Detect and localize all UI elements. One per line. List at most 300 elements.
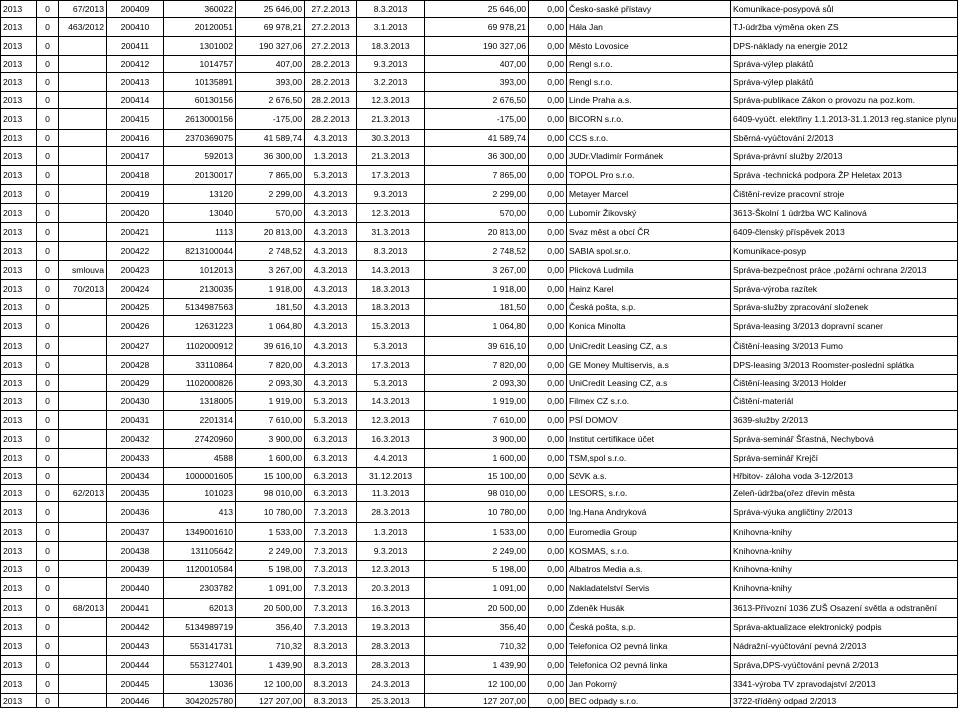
invoice-number-cell: 33110864 [164, 356, 236, 375]
contract-cell: 70/2013 [59, 280, 107, 299]
invoice-number-cell: 1000001605 [164, 468, 236, 485]
contract-cell [59, 578, 107, 599]
zero-cell: 0 [37, 656, 59, 675]
received-date-cell: 7.3.2013 [305, 523, 357, 542]
record-number-cell: 200432 [107, 430, 164, 449]
table-row [1, 56, 958, 73]
table-row [1, 599, 958, 618]
record-number-cell: 200440 [107, 578, 164, 599]
paid-amount-cell: 3 900,00 [425, 430, 529, 449]
remaining-cell: 0,00 [529, 109, 567, 130]
remaining-cell: 0,00 [529, 73, 567, 92]
year-cell: 2013 [1, 411, 37, 430]
supplier-cell: KOSMAS, s.r.o. [567, 542, 731, 561]
table-row [1, 356, 958, 375]
amount-cell: 710,32 [236, 637, 305, 656]
remaining-cell: 0,00 [529, 56, 567, 73]
year-cell: 2013 [1, 18, 37, 37]
amount-cell: 15 100,00 [236, 468, 305, 485]
due-date-cell: 17.3.2013 [357, 356, 425, 375]
received-date-cell: 8.3.2013 [305, 656, 357, 675]
description-cell: 3613-Přívozní 1036 ZUŠ Osazení světla a odstranění [731, 599, 958, 618]
record-number-cell: 200429 [107, 375, 164, 392]
amount-cell: 2 093,30 [236, 375, 305, 392]
year-cell: 2013 [1, 599, 37, 618]
supplier-cell: Rengl s.r.o. [567, 73, 731, 92]
amount-cell: 5 198,00 [236, 561, 305, 578]
paid-amount-cell: 1 091,00 [425, 578, 529, 599]
supplier-cell: Ing.Hana Andryková [567, 502, 731, 523]
record-number-cell: 200438 [107, 542, 164, 561]
contract-cell [59, 542, 107, 561]
paid-amount-cell: 393,00 [425, 73, 529, 92]
table-row [1, 618, 958, 637]
due-date-cell: 18.3.2013 [357, 299, 425, 316]
received-date-cell: 7.3.2013 [305, 599, 357, 618]
year-cell: 2013 [1, 261, 37, 280]
due-date-cell: 17.3.2013 [357, 166, 425, 185]
due-date-cell: 3.1.2013 [357, 18, 425, 37]
invoice-number-cell: 1349001610 [164, 523, 236, 542]
record-number-cell: 200414 [107, 92, 164, 109]
received-date-cell: 6.3.2013 [305, 485, 357, 502]
year-cell: 2013 [1, 430, 37, 449]
amount-cell: 1 439,90 [236, 656, 305, 675]
supplier-cell: BICORN s.r.o. [567, 109, 731, 130]
paid-amount-cell: 3 267,00 [425, 261, 529, 280]
contract-cell [59, 618, 107, 637]
paid-amount-cell: 98 010,00 [425, 485, 529, 502]
contract-cell [59, 694, 107, 708]
table-row [1, 694, 958, 708]
due-date-cell: 4.4.2013 [357, 449, 425, 468]
supplier-cell: Plicková Ludmila [567, 261, 731, 280]
amount-cell: 7 865,00 [236, 166, 305, 185]
invoice-number-cell: 3042025780 [164, 694, 236, 708]
record-number-cell: 200445 [107, 675, 164, 694]
remaining-cell: 0,00 [529, 411, 567, 430]
description-cell: 6409-vyúčt. elektřiny 1.1.2013-31.1.2013 reg.stanice plynu [731, 109, 958, 130]
received-date-cell: 1.3.2013 [305, 147, 357, 166]
supplier-cell: Zdeněk Husák [567, 599, 731, 618]
record-number-cell: 200433 [107, 449, 164, 468]
table-row [1, 299, 958, 316]
description-cell: 3722-tříděný odpad 2/2013 [731, 694, 958, 708]
zero-cell: 0 [37, 561, 59, 578]
zero-cell: 0 [37, 411, 59, 430]
remaining-cell: 0,00 [529, 37, 567, 56]
due-date-cell: 31.12.2013 [357, 468, 425, 485]
zero-cell: 0 [37, 337, 59, 356]
description-cell: Knihovna-knihy [731, 561, 958, 578]
paid-amount-cell: 190 327,06 [425, 37, 529, 56]
received-date-cell: 5.3.2013 [305, 392, 357, 411]
description-cell: Správa-výuka angličtiny 2/2013 [731, 502, 958, 523]
supplier-cell: Linde Praha a.s. [567, 92, 731, 109]
zero-cell: 0 [37, 356, 59, 375]
zero-cell: 0 [37, 56, 59, 73]
table-row [1, 430, 958, 449]
description-cell: Hřbitov- záloha voda 3-12/2013 [731, 468, 958, 485]
contract-cell: 68/2013 [59, 599, 107, 618]
received-date-cell: 28.2.2013 [305, 56, 357, 73]
due-date-cell: 5.3.2013 [357, 337, 425, 356]
description-cell: Čištění-leasing 3/2013 Holder [731, 375, 958, 392]
paid-amount-cell: 1 533,00 [425, 523, 529, 542]
supplier-cell: Filmex CZ s.r.o. [567, 392, 731, 411]
paid-amount-cell: 2 299,00 [425, 185, 529, 204]
record-number-cell: 200437 [107, 523, 164, 542]
record-number-cell: 200424 [107, 280, 164, 299]
record-number-cell: 200436 [107, 502, 164, 523]
contract-cell [59, 130, 107, 147]
supplier-cell: Konica Minolta [567, 316, 731, 337]
contract-cell [59, 468, 107, 485]
remaining-cell: 0,00 [529, 316, 567, 337]
invoice-number-cell: 5134989719 [164, 618, 236, 637]
contract-cell [59, 561, 107, 578]
zero-cell: 0 [37, 316, 59, 337]
due-date-cell: 1.3.2013 [357, 523, 425, 542]
received-date-cell: 7.3.2013 [305, 578, 357, 599]
paid-amount-cell: 356,40 [425, 618, 529, 637]
paid-amount-cell: 2 676,50 [425, 92, 529, 109]
zero-cell: 0 [37, 485, 59, 502]
zero-cell: 0 [37, 675, 59, 694]
amount-cell: 36 300,00 [236, 147, 305, 166]
zero-cell: 0 [37, 468, 59, 485]
zero-cell: 0 [37, 185, 59, 204]
description-cell: 3639-služby 2/2013 [731, 411, 958, 430]
table-row [1, 578, 958, 599]
zero-cell: 0 [37, 523, 59, 542]
paid-amount-cell: 407,00 [425, 56, 529, 73]
table-row [1, 485, 958, 502]
remaining-cell: 0,00 [529, 299, 567, 316]
year-cell: 2013 [1, 166, 37, 185]
table-row [1, 280, 958, 299]
received-date-cell: 4.3.2013 [305, 223, 357, 242]
received-date-cell: 5.3.2013 [305, 166, 357, 185]
table-row [1, 561, 958, 578]
record-number-cell: 200416 [107, 130, 164, 147]
supplier-cell: Česká pošta, s.p. [567, 299, 731, 316]
amount-cell: 3 900,00 [236, 430, 305, 449]
record-number-cell: 200427 [107, 337, 164, 356]
remaining-cell: 0,00 [529, 468, 567, 485]
supplier-cell: Metayer Marcel [567, 185, 731, 204]
supplier-cell: SčVK a.s. [567, 468, 731, 485]
zero-cell: 0 [37, 261, 59, 280]
year-cell: 2013 [1, 618, 37, 637]
paid-amount-cell: 15 100,00 [425, 468, 529, 485]
zero-cell: 0 [37, 92, 59, 109]
received-date-cell: 7.3.2013 [305, 542, 357, 561]
description-cell: Správa,DPS-vyúčtování pevná 2/2013 [731, 656, 958, 675]
remaining-cell: 0,00 [529, 337, 567, 356]
received-date-cell: 28.2.2013 [305, 73, 357, 92]
table-row [1, 675, 958, 694]
amount-cell: 190 327,06 [236, 37, 305, 56]
year-cell: 2013 [1, 37, 37, 56]
paid-amount-cell: -175,00 [425, 109, 529, 130]
supplier-cell: Hainz Karel [567, 280, 731, 299]
contract-cell [59, 185, 107, 204]
table-row [1, 449, 958, 468]
remaining-cell: 0,00 [529, 523, 567, 542]
description-cell: Správa-seminář Krejčí [731, 449, 958, 468]
paid-amount-cell: 2 093,30 [425, 375, 529, 392]
remaining-cell: 0,00 [529, 130, 567, 147]
invoice-number-cell: 13036 [164, 675, 236, 694]
received-date-cell: 6.3.2013 [305, 468, 357, 485]
remaining-cell: 0,00 [529, 637, 567, 656]
due-date-cell: 19.3.2013 [357, 618, 425, 637]
record-number-cell: 200417 [107, 147, 164, 166]
description-cell: Sběrná-vyúčtování 2/2013 [731, 130, 958, 147]
year-cell: 2013 [1, 375, 37, 392]
zero-cell: 0 [37, 1, 59, 18]
paid-amount-cell: 39 616,10 [425, 337, 529, 356]
year-cell: 2013 [1, 204, 37, 223]
paid-amount-cell: 1 064,80 [425, 316, 529, 337]
record-number-cell: 200431 [107, 411, 164, 430]
contract-cell [59, 204, 107, 223]
paid-amount-cell: 7 820,00 [425, 356, 529, 375]
year-cell: 2013 [1, 92, 37, 109]
remaining-cell: 0,00 [529, 1, 567, 18]
amount-cell: 2 676,50 [236, 92, 305, 109]
invoice-number-cell: 1102000912 [164, 337, 236, 356]
description-cell: Zeleň-údržba(ořez dřevin města [731, 485, 958, 502]
description-cell: Správa-služby zpracování složenek [731, 299, 958, 316]
description-cell: Správa-výroba razítek [731, 280, 958, 299]
supplier-cell: CCS s.r.o. [567, 130, 731, 147]
supplier-cell: Nakladatelství Servis [567, 578, 731, 599]
amount-cell: 1 533,00 [236, 523, 305, 542]
year-cell: 2013 [1, 130, 37, 147]
table-row [1, 92, 958, 109]
remaining-cell: 0,00 [529, 578, 567, 599]
invoice-number-cell: 131105642 [164, 542, 236, 561]
supplier-cell: BEC odpady s.r.o. [567, 694, 731, 708]
remaining-cell: 0,00 [529, 656, 567, 675]
record-number-cell: 200421 [107, 223, 164, 242]
remaining-cell: 0,00 [529, 166, 567, 185]
table-row [1, 223, 958, 242]
description-cell: TJ-údržba výměna oken ZS [731, 18, 958, 37]
remaining-cell: 0,00 [529, 542, 567, 561]
table-row [1, 411, 958, 430]
paid-amount-cell: 7 610,00 [425, 411, 529, 430]
supplier-cell: LESORS, s.r.o. [567, 485, 731, 502]
contract-cell [59, 675, 107, 694]
zero-cell: 0 [37, 449, 59, 468]
paid-amount-cell: 710,32 [425, 637, 529, 656]
amount-cell: 3 267,00 [236, 261, 305, 280]
supplier-cell: UniCredit Leasing CZ, a.s [567, 337, 731, 356]
table-row [1, 468, 958, 485]
remaining-cell: 0,00 [529, 204, 567, 223]
supplier-cell: Česko-saské přístavy [567, 1, 731, 18]
remaining-cell: 0,00 [529, 392, 567, 411]
remaining-cell: 0,00 [529, 280, 567, 299]
description-cell: Čištění-leasing 3/2013 Fumo [731, 337, 958, 356]
supplier-cell: TSM,spol s.r.o. [567, 449, 731, 468]
paid-amount-cell: 2 249,00 [425, 542, 529, 561]
invoice-number-cell: 5134987563 [164, 299, 236, 316]
remaining-cell: 0,00 [529, 449, 567, 468]
contract-cell [59, 73, 107, 92]
received-date-cell: 27.2.2013 [305, 18, 357, 37]
zero-cell: 0 [37, 375, 59, 392]
year-cell: 2013 [1, 542, 37, 561]
received-date-cell: 6.3.2013 [305, 430, 357, 449]
contract-cell [59, 109, 107, 130]
supplier-cell: TOPOL Pro s.r.o. [567, 166, 731, 185]
amount-cell: 25 646,00 [236, 1, 305, 18]
remaining-cell: 0,00 [529, 599, 567, 618]
paid-amount-cell: 41 589,74 [425, 130, 529, 147]
contract-cell [59, 92, 107, 109]
due-date-cell: 20.3.2013 [357, 578, 425, 599]
due-date-cell: 16.3.2013 [357, 430, 425, 449]
remaining-cell: 0,00 [529, 147, 567, 166]
year-cell: 2013 [1, 449, 37, 468]
amount-cell: 12 100,00 [236, 675, 305, 694]
paid-amount-cell: 181,50 [425, 299, 529, 316]
paid-amount-cell: 1 918,00 [425, 280, 529, 299]
year-cell: 2013 [1, 502, 37, 523]
paid-amount-cell: 20 500,00 [425, 599, 529, 618]
supplier-cell: Lubomír Žikovský [567, 204, 731, 223]
description-cell: Nádražní-vyúčtování pevná 2/2013 [731, 637, 958, 656]
amount-cell: 2 299,00 [236, 185, 305, 204]
year-cell: 2013 [1, 468, 37, 485]
due-date-cell: 31.3.2013 [357, 223, 425, 242]
contract-cell [59, 523, 107, 542]
remaining-cell: 0,00 [529, 356, 567, 375]
record-number-cell: 200446 [107, 694, 164, 708]
zero-cell: 0 [37, 578, 59, 599]
record-number-cell: 200442 [107, 618, 164, 637]
record-number-cell: 200413 [107, 73, 164, 92]
amount-cell: 2 249,00 [236, 542, 305, 561]
remaining-cell: 0,00 [529, 485, 567, 502]
record-number-cell: 200415 [107, 109, 164, 130]
record-number-cell: 200430 [107, 392, 164, 411]
supplier-cell: Rengl s.r.o. [567, 56, 731, 73]
year-cell: 2013 [1, 316, 37, 337]
table-row [1, 204, 958, 223]
due-date-cell: 18.3.2013 [357, 37, 425, 56]
table-row [1, 130, 958, 147]
table-row [1, 656, 958, 675]
table-row [1, 242, 958, 261]
due-date-cell: 14.3.2013 [357, 392, 425, 411]
contract-cell [59, 637, 107, 656]
year-cell: 2013 [1, 109, 37, 130]
table-row [1, 37, 958, 56]
invoice-number-cell: 20130017 [164, 166, 236, 185]
description-cell: Čištění-materiál [731, 392, 958, 411]
invoice-number-cell: 360022 [164, 1, 236, 18]
amount-cell: 7 610,00 [236, 411, 305, 430]
supplier-cell: Albatros Media a.s. [567, 561, 731, 578]
amount-cell: 20 813,00 [236, 223, 305, 242]
invoice-number-cell: 553141731 [164, 637, 236, 656]
received-date-cell: 28.2.2013 [305, 109, 357, 130]
supplier-cell: Svaz měst a obcí ČR [567, 223, 731, 242]
supplier-cell: Město Lovosice [567, 37, 731, 56]
invoice-number-cell: 1102000826 [164, 375, 236, 392]
due-date-cell: 16.3.2013 [357, 599, 425, 618]
amount-cell: 1 600,00 [236, 449, 305, 468]
amount-cell: 69 978,21 [236, 18, 305, 37]
received-date-cell: 4.3.2013 [305, 261, 357, 280]
invoice-number-cell: 4588 [164, 449, 236, 468]
due-date-cell: 12.3.2013 [357, 204, 425, 223]
received-date-cell: 27.2.2013 [305, 37, 357, 56]
invoice-number-cell: 27420960 [164, 430, 236, 449]
description-cell: DPS-leasing 3/2013 Roomster-poslední splátka [731, 356, 958, 375]
paid-amount-cell: 1 919,00 [425, 392, 529, 411]
contract-cell [59, 242, 107, 261]
contract-cell [59, 430, 107, 449]
year-cell: 2013 [1, 656, 37, 675]
amount-cell: 1 918,00 [236, 280, 305, 299]
year-cell: 2013 [1, 578, 37, 599]
due-date-cell: 25.3.2013 [357, 694, 425, 708]
received-date-cell: 4.3.2013 [305, 204, 357, 223]
amount-cell: 20 500,00 [236, 599, 305, 618]
received-date-cell: 4.3.2013 [305, 299, 357, 316]
received-date-cell: 7.3.2013 [305, 618, 357, 637]
invoice-number-cell: 413 [164, 502, 236, 523]
description-cell: Správa-publikace Zákon o provozu na poz.kom. [731, 92, 958, 109]
invoice-number-cell: 20120051 [164, 18, 236, 37]
description-cell: Komunikace-posypová sůl [731, 1, 958, 18]
received-date-cell: 4.3.2013 [305, 242, 357, 261]
received-date-cell: 8.3.2013 [305, 675, 357, 694]
contract-cell [59, 411, 107, 430]
due-date-cell: 12.3.2013 [357, 411, 425, 430]
due-date-cell: 24.3.2013 [357, 675, 425, 694]
description-cell: DPS-náklady na energie 2012 [731, 37, 958, 56]
received-date-cell: 8.3.2013 [305, 694, 357, 708]
amount-cell: 356,40 [236, 618, 305, 637]
table-row [1, 502, 958, 523]
paid-amount-cell: 2 748,52 [425, 242, 529, 261]
paid-amount-cell: 127 207,00 [425, 694, 529, 708]
amount-cell: 1 919,00 [236, 392, 305, 411]
record-number-cell: 200411 [107, 37, 164, 56]
due-date-cell: 30.3.2013 [357, 130, 425, 147]
received-date-cell: 7.3.2013 [305, 502, 357, 523]
paid-amount-cell: 570,00 [425, 204, 529, 223]
invoice-number-cell: 12631223 [164, 316, 236, 337]
supplier-cell: Telefonica O2 pevná linka [567, 656, 731, 675]
paid-amount-cell: 7 865,00 [425, 166, 529, 185]
received-date-cell: 5.3.2013 [305, 411, 357, 430]
supplier-cell: Hála Jan [567, 18, 731, 37]
received-date-cell: 4.3.2013 [305, 185, 357, 204]
received-date-cell: 4.3.2013 [305, 375, 357, 392]
paid-amount-cell: 20 813,00 [425, 223, 529, 242]
amount-cell: 407,00 [236, 56, 305, 73]
remaining-cell: 0,00 [529, 675, 567, 694]
invoice-number-cell: 62013 [164, 599, 236, 618]
